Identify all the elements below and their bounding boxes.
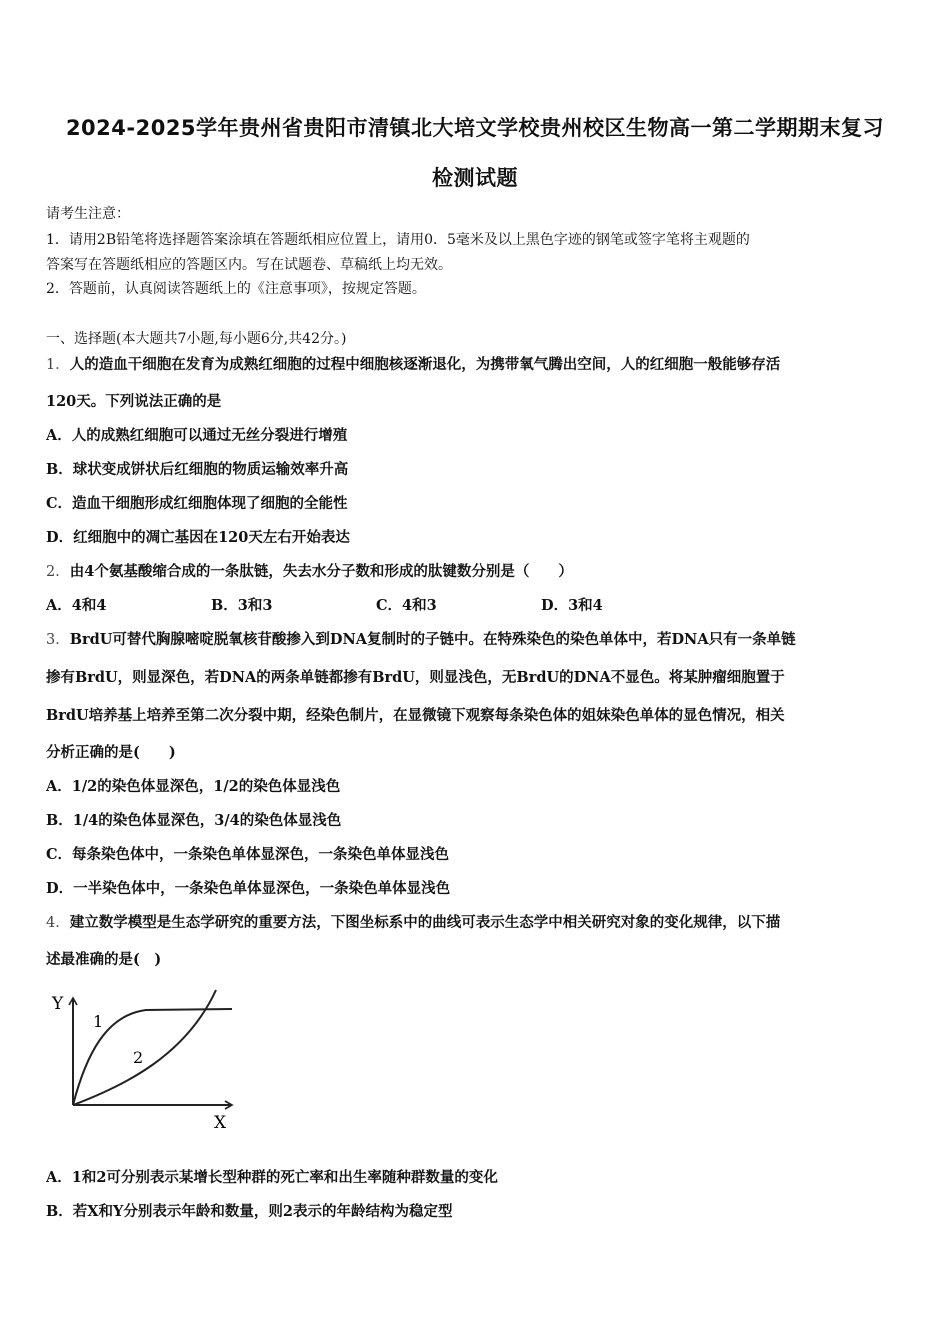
question-3-stem xyxy=(46,628,906,649)
question-2-option-a: A．4和4 xyxy=(46,597,107,614)
question-3-stem-a: BrdU可替代胸腺嘧啶脱氧核苷酸掺入到DNA复制时的子链中。在特殊染色的染色单体中，若DNA只有一条单链 xyxy=(69,631,796,648)
question-1-stem-b: 120天。下列说法正确的是 xyxy=(46,393,222,410)
question-4-stem-b: 述最准确的是( ) xyxy=(46,951,162,968)
question-1-stem-a: 人的造血干细胞在发育为成熟红细胞的过程中细胞核逐渐退化，为携带氧气腾出空间，人的红细胞一般能够存活 xyxy=(69,356,781,373)
question-1-option-c: C．造血干细胞形成红细胞体现了细胞的全能性 xyxy=(46,495,348,512)
question-1-number: 1． xyxy=(46,357,70,373)
x-axis-label: X xyxy=(214,1113,227,1133)
exam-title-line1: 2024-2025学年贵州省贵阳市清镇北大培文学校贵州校区生物高一第二学期期末复习 xyxy=(65,116,885,140)
question-3-option-d: D．一半染色体中，一条染色单体显深色，一条染色单体显浅色 xyxy=(46,880,451,897)
y-axis-label: Y xyxy=(52,994,64,1014)
curve-2-label: 2 xyxy=(133,1048,144,1067)
question-4-stem xyxy=(46,911,906,932)
question-1-option-b: B．球状变成饼状后红细胞的物质运输效率升高 xyxy=(46,461,349,478)
notice-item-1a: 1．请用2B铅笔将选择题答案涂填在答题纸相应位置上，请用0．5毫米及以上黑色字迹的钢笔或签字笔将主观题的 xyxy=(46,232,750,248)
question-1-stem xyxy=(46,353,906,374)
question-4-option-b: B．若X和Y分别表示年龄和数量，则2表示的年龄结构为稳定型 xyxy=(46,1203,453,1220)
question-4-stem-a: 建立数学模型是生态学研究的重要方法，下图坐标系中的曲线可表示生态学中相关研究对象的变化规律，以下描 xyxy=(69,914,781,931)
exam-title-line2: 检测试题 xyxy=(432,166,518,190)
question-3-stem-c: BrdU培养基上培养至第二次分裂中期，经染色制片，在显微镜下观察每条染色体的姐妹染色单体的显色情况，相关 xyxy=(46,707,785,724)
question-2-option-b: B．3和3 xyxy=(211,597,273,614)
question-3-stem-b: 掺有BrdU，则显深色，若DNA的两条单链都掺有BrdU，则显浅色，无BrdU的DNA不显色。将某肿瘤细胞置于 xyxy=(46,669,785,686)
question-2-stem xyxy=(46,560,906,581)
question-1-option-a: A．人的成熟红细胞可以通过无丝分裂进行增殖 xyxy=(46,427,348,444)
question-2-stem-text: 由4个氨基酸缩合成的一条肽链，失去水分子数和形成的肽键数分别是（ ） xyxy=(69,563,573,580)
question-2-option-d: D．3和4 xyxy=(541,597,603,614)
question-3-number: 3． xyxy=(46,632,70,648)
question-4-number: 4． xyxy=(46,915,70,931)
question-3-option-a: A．1/2的染色体显深色，1/2的染色体显浅色 xyxy=(46,778,341,795)
section-heading: 一、选择题(本大题共7小题,每小题6分,共42分。) xyxy=(46,331,347,347)
notice-item-2: 2．答题前，认真阅读答题纸上的《注意事项》，按规定答题。 xyxy=(46,281,426,297)
question-2-option-c: C．4和3 xyxy=(376,597,437,614)
question-4-option-a: A．1和2可分别表示某增长型种群的死亡率和出生率随种群数量的变化 xyxy=(46,1169,498,1186)
question-3-option-b: B．1/4的染色体显深色，3/4的染色体显浅色 xyxy=(46,812,342,829)
question-1-option-d: D．红细胞中的凋亡基因在120天左右开始表达 xyxy=(46,529,350,546)
notice-item-1b: 答案写在答题纸相应的答题区内。写在试题卷、草稿纸上均无效。 xyxy=(46,257,452,273)
question-4-graph xyxy=(46,985,246,1135)
curve-1-label: 1 xyxy=(93,1012,104,1031)
question-3-option-c: C．每条染色体中，一条染色单体显深色，一条染色单体显浅色 xyxy=(46,846,450,863)
question-2-number: 2． xyxy=(46,564,70,580)
question-3-stem-d: 分析正确的是( ) xyxy=(46,744,176,761)
notice-heading: 请考生注意： xyxy=(46,206,130,222)
